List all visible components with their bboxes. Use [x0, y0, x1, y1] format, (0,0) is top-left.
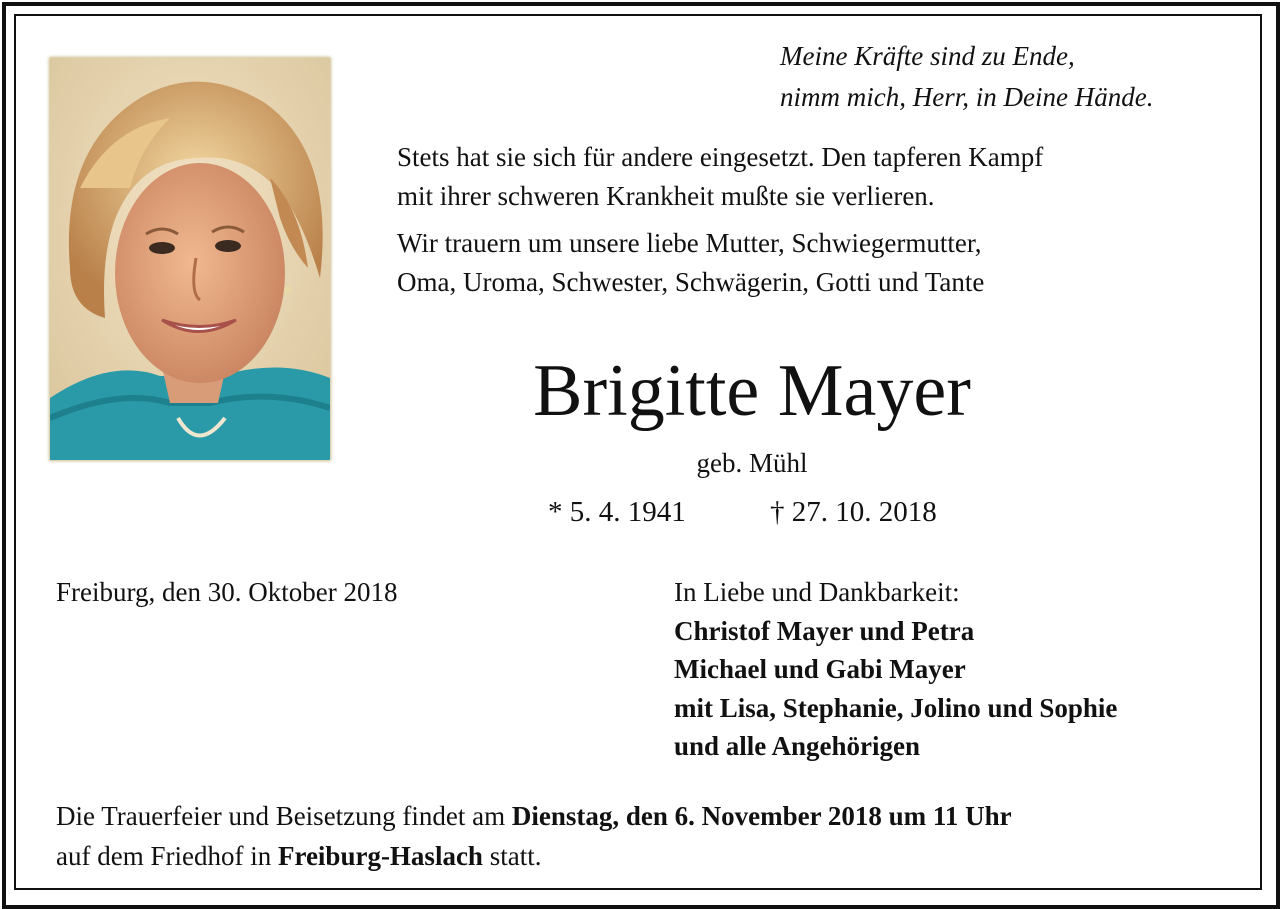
family-intro: In Liebe und Dankbarkeit:	[674, 577, 960, 607]
intro-paragraph-1	[397, 138, 1043, 216]
place-and-date: Freiburg, den 30. Oktober 2018	[56, 577, 398, 607]
intro-line: mit ihrer schweren Krankheit mußte sie verlieren.	[397, 181, 935, 211]
service-location: Freiburg-Haslach	[277, 841, 483, 871]
birth-date: * 5. 4. 1941	[548, 496, 686, 528]
family-name-line: Michael und Gabi Mayer	[674, 654, 966, 684]
service-date-time: Dienstag, den 6. November 2018 um 11 Uhr	[511, 801, 1012, 831]
service-line-1	[56, 796, 1232, 836]
intro-line: Stets hat sie sich für andere eingesetzt. Den tapferen Kampf	[397, 142, 1044, 172]
funeral-service-notice	[56, 796, 1232, 876]
death-date: † 27. 10. 2018	[770, 496, 937, 528]
family-name-line: Christof Mayer und Petra	[674, 615, 975, 646]
service-text: auf dem Friedhof in	[56, 841, 272, 871]
motto-line: nimm mich, Herr, in Deine Hände.	[780, 82, 1154, 112]
portrait-illustration	[50, 58, 330, 460]
family-signature	[674, 573, 1117, 766]
family-name-line: mit Lisa, Stephanie, Jolino und Sophie	[674, 692, 1118, 723]
intro-paragraph-2	[397, 224, 984, 302]
intro-line: Wir trauern um unsere liebe Mutter, Schwiegermutter,	[397, 228, 982, 258]
intro-line: Oma, Uroma, Schwester, Schwägerin, Gotti und Tante	[397, 267, 985, 297]
motto-verse	[780, 36, 1153, 118]
service-line-2	[56, 836, 1232, 876]
service-text: statt.	[489, 841, 542, 871]
portrait-photo	[50, 58, 330, 460]
family-name-line: und alle Angehörigen	[674, 731, 921, 761]
motto-line: Meine Kräfte sind zu Ende,	[780, 41, 1075, 71]
maiden-name: geb. Mühl	[696, 448, 808, 478]
deceased-name: Brigitte Mayer	[533, 350, 971, 432]
service-text: Die Trauerfeier und Beisetzung findet am	[56, 801, 506, 831]
